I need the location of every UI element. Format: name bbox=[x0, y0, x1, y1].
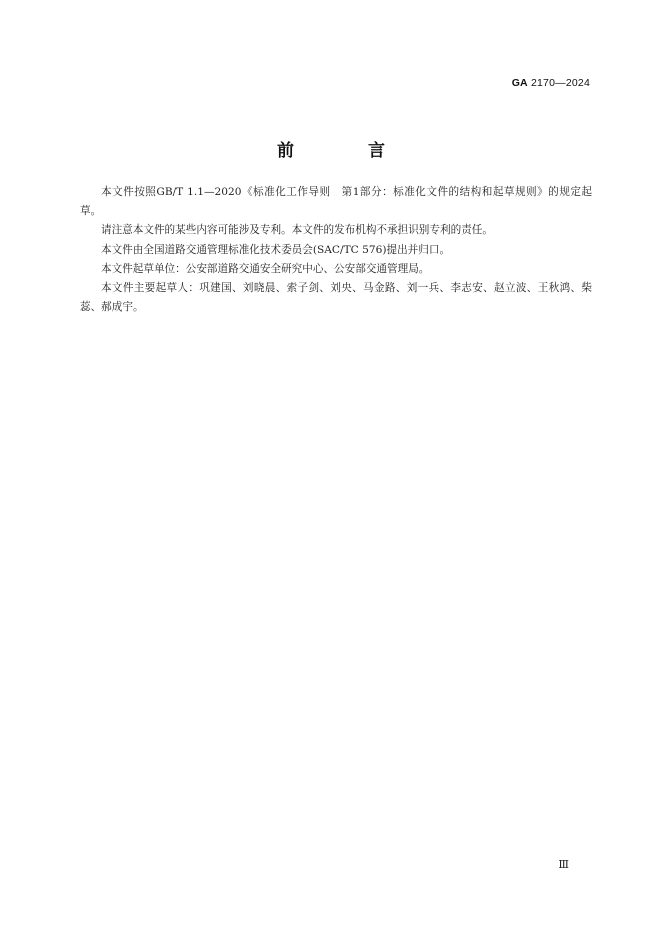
page-number: Ⅲ bbox=[558, 859, 569, 871]
standard-code-header bbox=[512, 77, 590, 89]
paragraph-patent-notice: 请注意本文件的某些内容可能涉及专利。本文件的发布机构不承担识别专利的责任。 bbox=[101, 224, 493, 237]
paragraph-drafting-units: 本文件起草单位：公安部道路交通安全研究中心、公安部交通管理局。 bbox=[101, 262, 430, 275]
standard-code-number: 2170—2024 bbox=[530, 77, 590, 89]
paragraph-committee: 本文件由全国道路交通管理标准化技术委员会(SAC/TC 576)提出并归口。 bbox=[101, 243, 451, 256]
foreword-body bbox=[80, 183, 592, 317]
paragraph-drafters: 本文件主要起草人：巩建国、刘晓晨、索子剑、刘央、马金路、刘一兵、李志安、赵立波、王秋鸿、柴蕊、郝成宇。 bbox=[80, 282, 592, 314]
paragraph-drafting-rules: 本文件按照GB/T 1.1—2020《标准化工作导则 第1部分：标准化文件的结构和起草规则》的规定起草。 bbox=[80, 186, 592, 218]
page-title: 前 言 bbox=[277, 141, 419, 161]
standard-code-prefix: GA bbox=[511, 77, 528, 89]
